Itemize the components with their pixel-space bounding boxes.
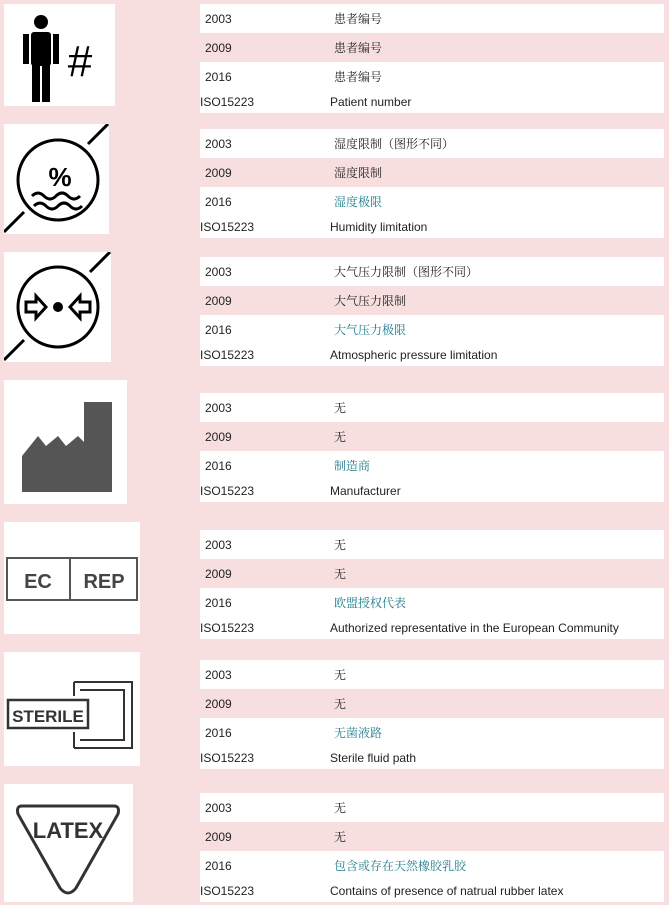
year-row	[200, 451, 664, 480]
year-row	[200, 559, 664, 588]
symbol-name: 无	[334, 567, 347, 581]
year-label: 2016	[205, 458, 232, 473]
year-label: 2003	[205, 264, 232, 279]
year-row	[200, 158, 664, 187]
svg-text:STERILE: STERILE	[12, 707, 84, 726]
year-label: 2009	[205, 429, 232, 444]
year-row	[200, 689, 664, 718]
iso-label: ISO15223	[200, 348, 255, 362]
year-label: 2003	[205, 800, 232, 815]
year-label: 2003	[205, 667, 232, 682]
year-row	[200, 315, 664, 344]
svg-text:REP: REP	[83, 571, 125, 593]
iso-label: ISO15223	[200, 220, 255, 234]
year-label: 2016	[205, 322, 232, 337]
year-row	[200, 660, 664, 689]
year-row	[200, 422, 664, 451]
year-row	[200, 588, 664, 617]
iso-name: Sterile fluid path	[330, 751, 417, 765]
symbol-name: 无	[334, 801, 347, 815]
year-row	[200, 187, 664, 216]
iso-label: ISO15223	[200, 95, 255, 109]
year-label: 2003	[205, 537, 232, 552]
atmospheric-pressure-limitation-icon	[4, 252, 111, 362]
symbol-name: 大气压力限制	[334, 294, 407, 308]
humidity-limitation-icon	[4, 124, 109, 234]
iso-name: Patient number	[330, 95, 412, 109]
year-label: 2016	[205, 858, 232, 873]
symbol-name: 大气压力极限	[334, 323, 407, 337]
symbol-name: 包含或存在天然橡胶乳胶	[334, 859, 467, 873]
iso-row	[200, 617, 664, 639]
iso-label: ISO15223	[200, 751, 255, 765]
symbol-rows	[200, 4, 664, 113]
iso-name: Contains of presence of natrual rubber latex	[330, 884, 564, 898]
year-label: 2009	[205, 293, 232, 308]
year-row	[200, 851, 664, 880]
symbol-rows	[200, 793, 664, 902]
iso-name: Humidity limitation	[330, 220, 428, 234]
sterile-fluid-path-icon	[4, 652, 140, 766]
year-row	[200, 530, 664, 559]
iso-row	[200, 747, 664, 769]
symbol-name: 制造商	[334, 459, 371, 473]
iso-label: ISO15223	[200, 621, 255, 635]
symbol-rows	[200, 257, 664, 366]
symbol-name: 湿度限制（图形不同）	[334, 137, 455, 151]
year-label: 2016	[205, 69, 232, 84]
symbol-name: 无	[334, 668, 347, 682]
year-row	[200, 4, 664, 33]
year-label: 2016	[205, 595, 232, 610]
year-row	[200, 393, 664, 422]
symbol-name: 患者编号	[334, 12, 383, 26]
year-label: 2009	[205, 566, 232, 581]
iso-row	[200, 480, 664, 502]
year-label: 2003	[205, 136, 232, 151]
year-label: 2009	[205, 829, 232, 844]
iso-name: Manufacturer	[330, 484, 401, 498]
iso-row	[200, 880, 664, 902]
iso-row	[200, 216, 664, 238]
iso-name: Authorized representative in the European Community	[330, 621, 619, 635]
year-row	[200, 129, 664, 158]
year-row	[200, 257, 664, 286]
symbol-name: 欧盟授权代表	[334, 596, 407, 610]
patient-number-icon	[4, 4, 115, 106]
symbol-rows	[200, 530, 664, 639]
iso-name: Atmospheric pressure limitation	[330, 348, 498, 362]
year-row	[200, 793, 664, 822]
symbol-name: 湿度限制	[334, 166, 383, 180]
year-label: 2003	[205, 400, 232, 415]
year-row	[200, 33, 664, 62]
symbol-rows	[200, 660, 664, 769]
svg-text:#: #	[67, 37, 93, 86]
latex-icon	[4, 784, 133, 902]
iso-row	[200, 91, 664, 113]
year-row	[200, 286, 664, 315]
svg-text:LATEX: LATEX	[32, 818, 104, 843]
svg-text:EC: EC	[24, 571, 52, 593]
year-label: 2016	[205, 725, 232, 740]
year-label: 2003	[205, 11, 232, 26]
symbol-name: 大气压力限制（图形不同）	[334, 265, 479, 279]
symbol-name: 无菌液路	[334, 726, 383, 740]
year-row	[200, 718, 664, 747]
year-label: 2009	[205, 40, 232, 55]
year-row	[200, 62, 664, 91]
symbol-name: 无	[334, 538, 347, 552]
year-label: 2009	[205, 696, 232, 711]
iso-row	[200, 344, 664, 366]
ec-rep-icon	[4, 522, 140, 634]
manufacturer-icon	[4, 380, 127, 504]
symbol-name: 无	[334, 401, 347, 415]
symbol-name: 患者编号	[334, 41, 383, 55]
symbol-name: 患者编号	[334, 70, 383, 84]
symbol-name: 无	[334, 830, 347, 844]
year-label: 2016	[205, 194, 232, 209]
symbol-name: 无	[334, 430, 347, 444]
symbol-name: 无	[334, 697, 347, 711]
year-row	[200, 822, 664, 851]
symbol-rows	[200, 129, 664, 238]
iso-label: ISO15223	[200, 484, 255, 498]
svg-text:%: %	[48, 162, 72, 192]
iso-label: ISO15223	[200, 884, 255, 898]
symbol-rows	[200, 393, 664, 502]
year-label: 2009	[205, 165, 232, 180]
symbol-name: 湿度极限	[334, 195, 383, 209]
